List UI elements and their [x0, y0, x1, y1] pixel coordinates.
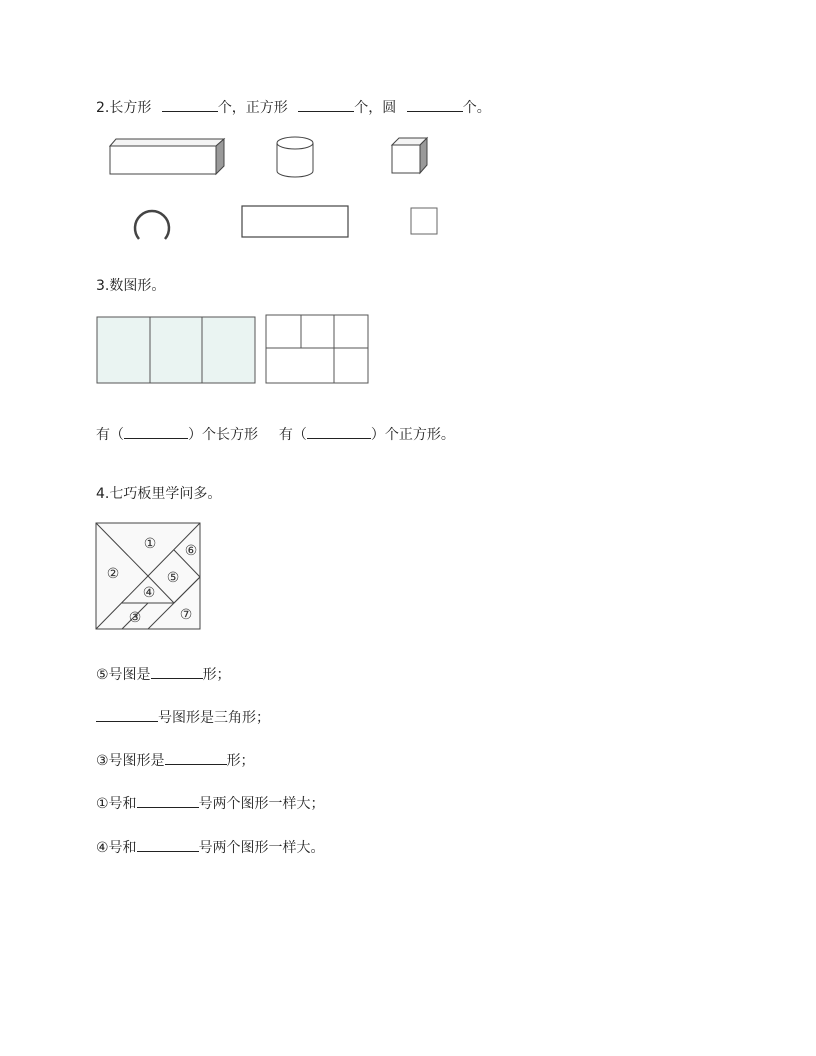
q2-sep1: 个，正方形	[217, 100, 288, 116]
q2-sep2: 个，圆	[354, 100, 397, 116]
q4-line-3	[96, 750, 255, 771]
q4-blank-1[interactable]	[151, 664, 203, 679]
q4-blank-5[interactable]	[137, 837, 199, 852]
flat-rectangle-figure	[240, 204, 352, 240]
piece-label-1: ①	[143, 536, 157, 552]
cylinder-figure	[274, 135, 318, 181]
q4-line-4-prefix: ①号和	[96, 796, 137, 812]
q2-blank-circle[interactable]	[407, 97, 463, 112]
q4-line-3-suffix: 形；	[226, 753, 255, 769]
q3-rect-suffix: ）个长方形	[188, 427, 258, 443]
q3-square-prefix: 有（	[278, 427, 307, 443]
flat-square-figure	[408, 205, 442, 237]
tangram-figure	[95, 522, 203, 632]
q4-blank-3[interactable]	[165, 750, 227, 765]
cuboid-figure	[108, 136, 228, 178]
q4-line-1-suffix: 形；	[202, 667, 231, 683]
q4-line-5	[96, 837, 325, 858]
q2-blank-rectangle[interactable]	[162, 97, 218, 112]
circle-figure	[132, 205, 176, 243]
q3-square-suffix: ）个正方形。	[370, 427, 455, 443]
q4-line-1-prefix: ⑤号图是	[96, 667, 151, 683]
piece-label-2: ②	[106, 566, 120, 582]
q3-blank-squares[interactable]	[307, 424, 371, 439]
q4-line-4-suffix: 号两个图形一样大；	[198, 796, 325, 812]
piece-label-4: ④	[142, 585, 156, 601]
q4-line-4	[96, 793, 325, 814]
divided-square-figure	[265, 314, 371, 386]
q3-answer-line	[96, 424, 455, 445]
piece-label-7: ⑦	[179, 607, 193, 623]
piece-label-3: ③	[128, 610, 142, 626]
q3-title: 3.数图形。	[96, 278, 166, 294]
q2-line	[96, 97, 491, 118]
q4-title: 4.七巧板里学问多。	[96, 486, 222, 502]
q4-blank-4[interactable]	[137, 793, 199, 808]
q4-blank-2[interactable]	[96, 707, 158, 722]
q4-line-5-prefix: ④号和	[96, 840, 137, 856]
q3-rect-prefix: 有（	[96, 427, 124, 443]
q2-end: 个。	[462, 100, 491, 116]
q4-line-2-suffix: 号图形是三角形；	[158, 710, 270, 726]
q3-blank-rectangles[interactable]	[124, 424, 188, 439]
piece-label-5: ⑤	[166, 570, 180, 586]
cube-figure	[390, 135, 434, 177]
q4-line-2	[96, 707, 270, 728]
q2-blank-square[interactable]	[298, 97, 354, 112]
q4-line-3-prefix: ③号图形是	[96, 753, 165, 769]
q2-prefix: 2.长方形	[96, 100, 152, 116]
three-rectangles-figure	[96, 316, 258, 386]
q4-line-1	[96, 664, 231, 685]
q4-line-5-suffix: 号两个图形一样大。	[198, 840, 325, 856]
piece-label-6: ⑥	[184, 543, 198, 559]
